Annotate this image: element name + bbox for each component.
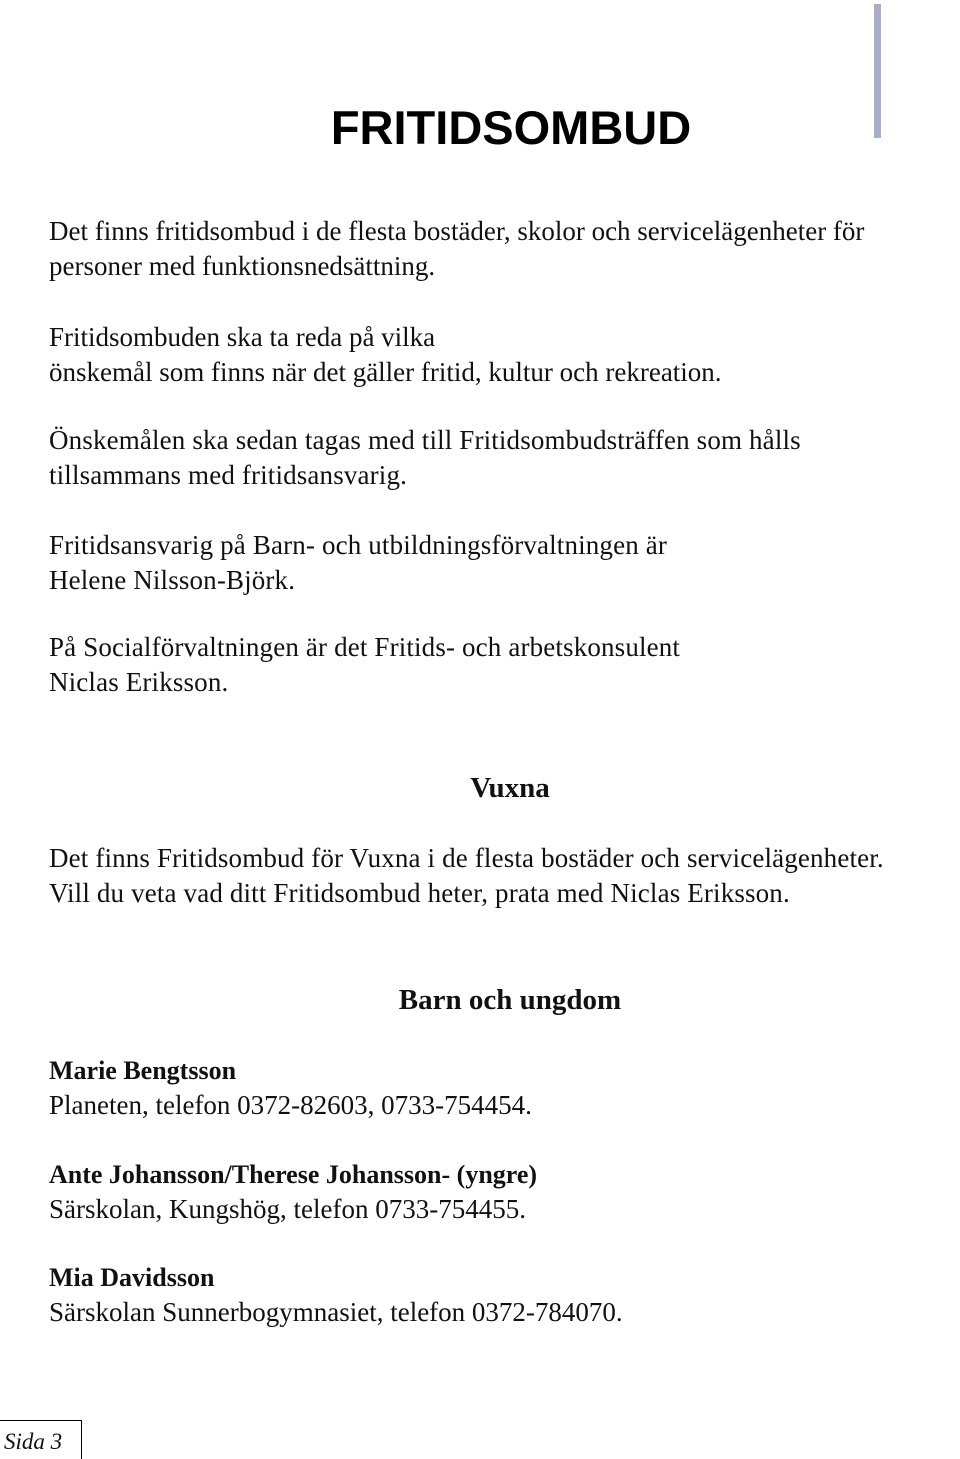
intro-paragraph-4-line-1: Fritidsansvarig på Barn- och utbildningsförvaltningen är	[49, 530, 668, 560]
page-title: FRITIDSOMBUD	[330, 101, 692, 154]
intro-paragraph-4-line-2: Helene Nilsson-Björk.	[49, 565, 296, 595]
intro-paragraph-1-line-2: personer med funktionsnedsättning.	[49, 251, 436, 281]
contact-name: Ante Johansson/Therese Johansson- (yngre)	[49, 1160, 538, 1189]
intro-paragraph-1-line-1: Det finns fritidsombud i de flesta bostäder, skolor och servicelägenheter för	[49, 216, 865, 246]
vuxna-text-line-2: Vill du veta vad ditt Fritidsombud heter, prata med Niclas Eriksson.	[49, 878, 790, 908]
contact-detail: Särskolan, Kungshög, telefon 0733-754455.	[49, 1194, 526, 1224]
intro-paragraph-3-line-2: tillsammans med fritidsansvarig.	[49, 460, 407, 490]
contact-name: Mia Davidsson	[49, 1263, 215, 1292]
intro-paragraph-5-line-2: Niclas Eriksson.	[49, 667, 229, 697]
contact-name: Marie Bengtsson	[49, 1056, 237, 1085]
contact-detail: Särskolan Sunnerbogymnasiet, telefon 0372-784070.	[49, 1297, 623, 1327]
section-heading-vuxna: Vuxna	[470, 772, 550, 804]
intro-paragraph-3-line-1: Önskemålen ska sedan tagas med till Fritidsombudsträffen som hålls	[49, 425, 801, 455]
vuxna-text-line-1: Det finns Fritidsombud för Vuxna i de flesta bostäder och servicelägenheter.	[49, 843, 884, 873]
contact-detail: Planeten, telefon 0372-82603, 0733-754454.	[49, 1090, 532, 1120]
intro-paragraph-5-line-1: På Socialförvaltningen är det Fritids- och arbetskonsulent	[49, 632, 681, 662]
page-number: Sida 3	[4, 1429, 63, 1454]
intro-paragraph-2-line-1: Fritidsombuden ska ta reda på vilka	[49, 322, 436, 352]
intro-paragraph-2-line-2: önskemål som finns när det gäller fritid, kultur och rekreation.	[49, 357, 722, 387]
section-heading-barn-och-ungdom: Barn och ungdom	[398, 984, 622, 1016]
